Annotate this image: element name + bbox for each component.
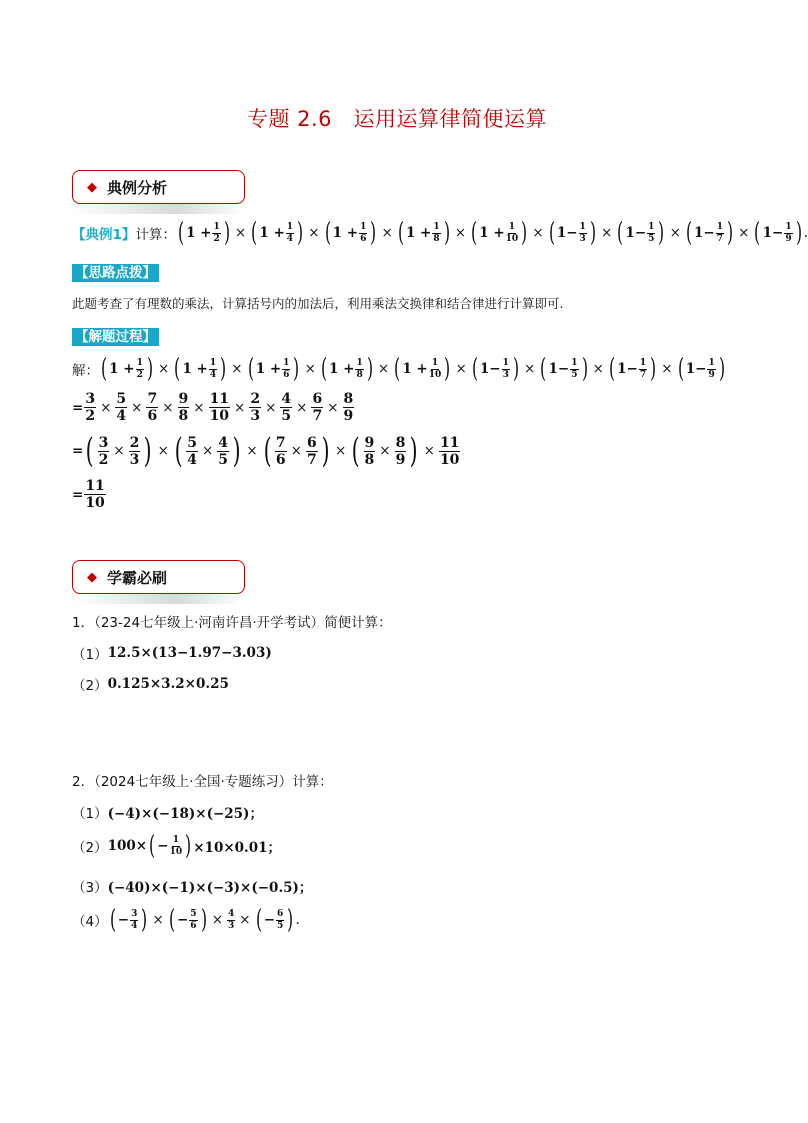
fraction-denominator: 10	[169, 846, 183, 857]
item-label: （2）	[72, 678, 108, 694]
question-1-item-1	[72, 643, 272, 663]
item-expression: (−4)×(−18)×(−25)；	[107, 806, 263, 822]
solution-line-4: = 11 10	[72, 478, 105, 511]
solution-tag: 【解题过程】	[72, 328, 159, 346]
section-shadow	[72, 204, 245, 214]
example-prompt: 计算：	[135, 227, 176, 243]
section-label: 学霸必刷	[107, 568, 168, 587]
solution-prefix: 解：	[72, 363, 99, 379]
item-label: （2）	[72, 840, 108, 856]
solution-expression-1: ( 1 + 1 2 ) × ( 1 + 1 4 ) × ( 1 + 1 6 ) × ( 1 + 1 8 ) × ( 1 + 1 10 ) × ( 1− 1 3 ) × ( 1− 1 5 ) × ( 1− 1 7 ) × ( 1− 1 9 )	[101, 354, 725, 384]
item-end: .	[295, 912, 300, 928]
section-shadow	[72, 594, 245, 604]
item-expression: 12.5×(13−1.97−3.03)	[107, 645, 272, 661]
item-label: （3）	[72, 880, 108, 896]
solution-tag-box	[72, 325, 159, 345]
solution-line-2: = $\frac{3}{2}$ × $\frac{5}{4}$ × $\frac{7}{6}$ × $\frac{9}{8}$ × $\frac{11}{10}$ × $\frac{2}{3}$ × $\frac{4}{5}$ × $\frac{6}{7}$ × $\frac{8}{9}$	[72, 391, 354, 424]
tips-tag-box	[72, 261, 159, 281]
question-2-item-4	[72, 907, 300, 933]
solution-line-3: = ( $\frac{3}{2}$ × $\frac{2}{3}$ ) × ( $\frac{5}{4}$ × $\frac{4}{5}$ ) × ( $\frac{7}{6}$ × $\frac{6}{7}$ ) × ( $\frac{9}{8}$ × $\frac{8}{9}$ ) × $\frac{11}{10}$	[72, 431, 460, 471]
tips-text: 此题考查了有理数的乘法，计算括号内的加法后，利用乘法交换律和结合律进行计算即可.	[72, 296, 564, 311]
question-2-item-2	[72, 833, 281, 859]
fraction-numerator: 1	[172, 834, 179, 845]
question-2-header: 2．（2024七年级上·全国·专题练习）计算：	[72, 774, 333, 790]
section-header-examples	[72, 170, 245, 214]
item-label: （1）	[72, 806, 108, 822]
item-expression: 0.125×3.2×0.25	[107, 676, 229, 692]
item-expression: 100× ( − $\frac{1}{10}$ ) ×10×0.01；	[107, 831, 282, 861]
example-end: .	[803, 225, 808, 241]
question-1-item-2	[72, 674, 229, 694]
solution-line-1	[72, 356, 727, 382]
item-expression: ( − 3 4 ) × ( − 5 6 ) × $\frac{4}{3}$ × ( − 6 5 )	[109, 905, 294, 935]
question-2-item-3	[72, 876, 312, 896]
diamond-icon: ◆	[87, 569, 97, 585]
section-header-practice	[72, 560, 245, 604]
diamond-icon: ◆	[87, 179, 97, 195]
example-expression: ( 1 + 1 2 ) × ( 1 + 1 4 ) × ( 1 + 1 6 ) × ( 1 + 1 8 ) × ( 1 + 1 10 ) × ( 1− 1 3 ) × ( 1− 1 5 ) × ( 1− 1 7 ) × ( 1− 1 9 )	[177, 218, 802, 248]
tips-tag: 【思路点拨】	[72, 264, 159, 282]
item-expression: (−40)×(−1)×(−3)×(−0.5)；	[107, 880, 313, 896]
section-label: 典例分析	[107, 178, 168, 197]
example-tag: 【典例1】	[72, 227, 136, 243]
example-1	[72, 220, 808, 246]
page-title: 专题 2.6 运用运算律简便运算	[246, 107, 548, 131]
question-1-header: 1．（23-24七年级上·河南许昌·开学考试）简便计算：	[72, 615, 392, 631]
question-2-item-1	[72, 802, 263, 822]
item-label: （4）	[72, 914, 108, 930]
expr-part: ×10×0.01；	[193, 840, 282, 856]
item-label: （1）	[72, 647, 108, 663]
expr-part: 100×	[107, 838, 148, 854]
